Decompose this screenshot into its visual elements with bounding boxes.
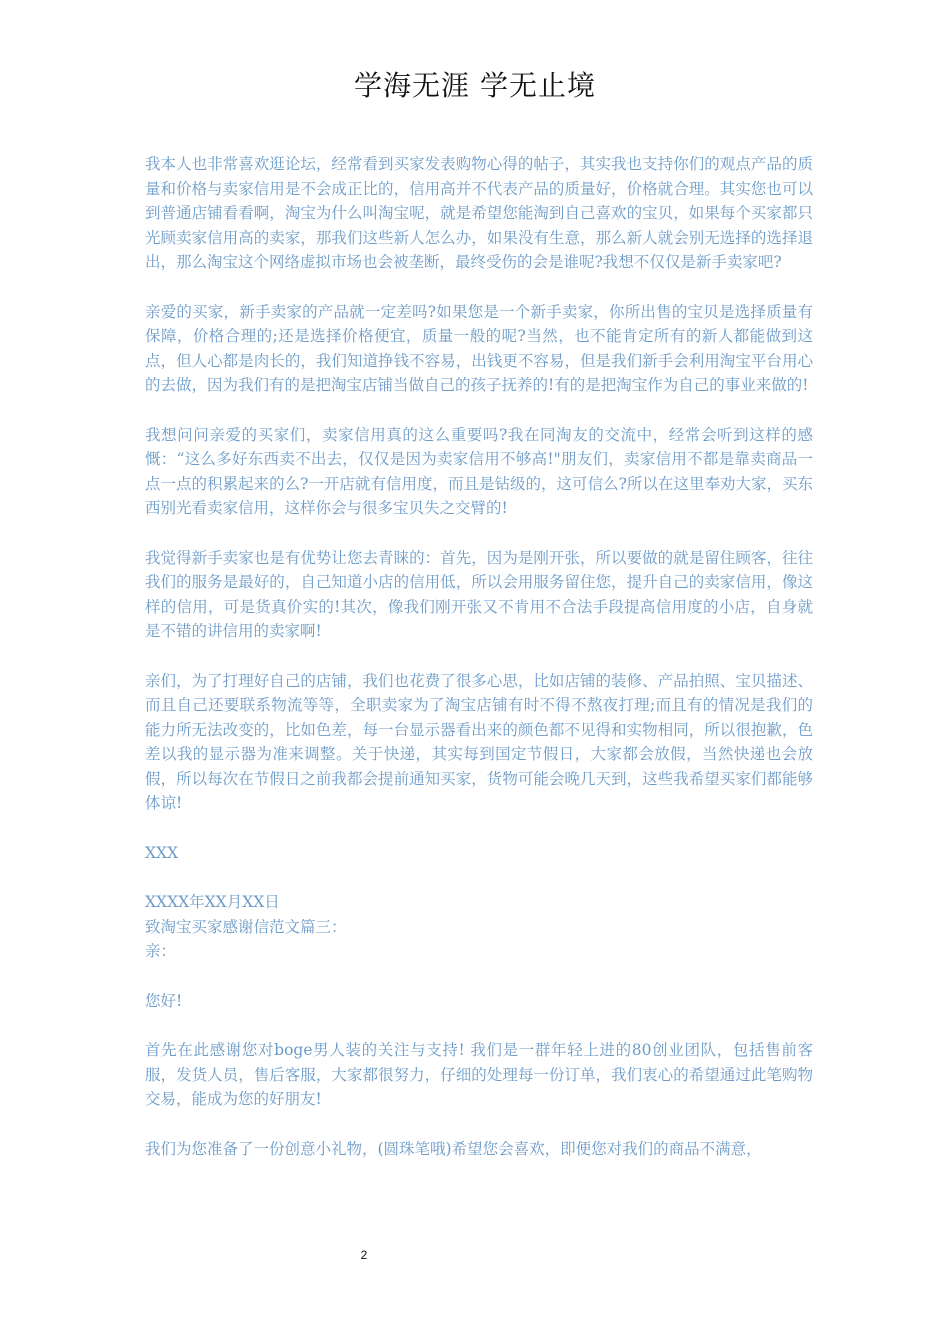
paragraph-shop-effort: 亲们，为了打理好自己的店铺，我们也花费了很多心思，比如店铺的装修、产品拍照、宝贝描述、而且自己还要联系物流等等，全职卖家为了淘宝店铺有时不得不熬夜打理;而且有的情况是我们的能力所无法改变的，比如色差，每一台显示器看出来的颜色都不见得和实物相同，所以很抱歉，色差以我的显示器为准来调整。关于快递，其实每到国定节假日，大家都会放假，当然快递也会放假，所以每次在节假日之前我都会提前通知买家，货物可能会晚几天到，这些我希望买家们都能够体谅! xyxy=(145,671,813,812)
page-header-title: 学海无涯 学无止境 xyxy=(354,69,596,102)
paragraph-new-seller-quality: 亲爱的买家，新手卖家的产品就一定差吗?如果您是一个新手卖家，你所出售的宝贝是选择质量有保障，价格合理的;还是选择价格便宜，质量一般的呢?当然，也不能肯定所有的新人都能做到这点，但人心都是肉长的，我们知道挣钱不容易，出钱更不容易，但是我们新手会利用淘宝平台用心的去做，因为我们有的是把淘宝店铺当做自己的孩子抚养的!有的是把淘宝作为自己的事业来做的! xyxy=(145,302,813,394)
salutation: 亲： xyxy=(145,942,177,960)
signature-date: XXXX年XX月XX日 xyxy=(145,893,280,911)
page-number: 2 xyxy=(360,1248,368,1262)
paragraph-gift: 我们为您准备了一份创意小礼物，(圆珠笔哦)希望您会喜欢，即便您对我们的商品不满意， xyxy=(145,1139,762,1158)
greeting: 您好! xyxy=(145,991,183,1010)
signature-name: XXX xyxy=(145,843,179,862)
section-heading: 致淘宝买家感谢信范文篇三： xyxy=(145,917,347,936)
paragraph-new-seller-advantage: 我觉得新手卖家也是有优势让您去青睐的：首先，因为是刚开张，所以要做的就是留住顾客，往往我们的服务是最好的，自己知道小店的信用低，所以会用服务留住您，提升自己的卖家信用，像这样的信用，可是货真价实的!其次，像我们刚开张又不肯用不合法手段提高信用度的小店，自身就是不错的讲信用的卖家啊! xyxy=(145,548,813,640)
paragraph-seller-credit: 我想问问亲爱的买家们，卖家信用真的这么重要吗?我在同淘友的交流中，经常会听到这样的感慨：“这么多好东西卖不出去，仅仅是因为卖家信用不够高!"朋友们，卖家信用不都是靠卖商品一点一点的积累起来的么?一开店就有信用度，而且是钻级的，这可信么?所以在这里奉劝大家，买东西别光看卖家信用，这样你会与很多宝贝失之交臂的! xyxy=(145,425,813,517)
paragraph-forum: 我本人也非常喜欢逛论坛，经常看到买家发表购物心得的帖子，其实我也支持你们的观点产品的质量和价格与卖家信用是不会成正比的，信用高并不代表产品的质量好，价格就合理。其实您也可以到普通店铺看看啊，淘宝为什么叫淘宝呢，就是希望您能淘到自己喜欢的宝贝，如果每个买家都只光顾卖家信用高的卖家，那我们这些新人怎么办，如果没有生意，那么新人就会别无选择的选择退出，那么淘宝这个网络虚拟市场也会被垄断，最终受伤的会是谁呢?我想不仅仅是新手卖家吧? xyxy=(145,155,813,271)
document-body xyxy=(145,152,813,1186)
paragraph-thanks: 首先在此感谢您对boge男人装的关注与支持! 我们是一群年轻上进的80创业团队，包括售前客服，发货人员，售后客服，大家都很努力，仔细的处理每一份订单，我们衷心的希望通过此笔购物交易，能成为您的好朋友! xyxy=(145,1041,813,1108)
